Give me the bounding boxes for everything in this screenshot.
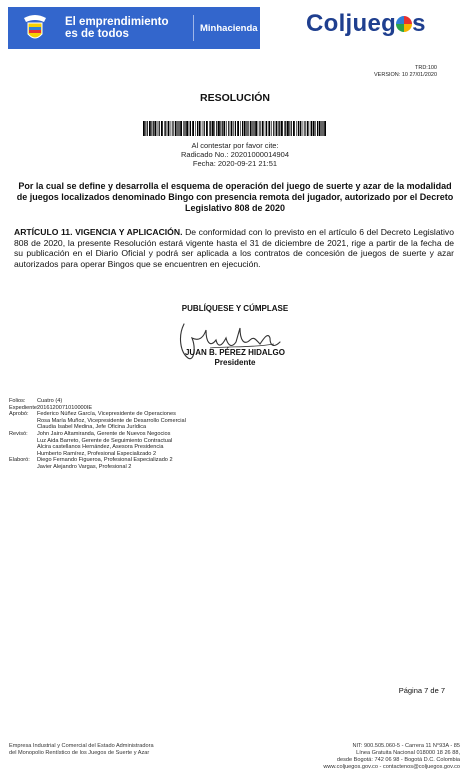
footer-contact-line1: NIT: 900.505.060-5 - Carrera 11 N°93A - 85 [352, 743, 460, 749]
document-title: RESOLUCIÓN [199, 92, 270, 104]
metadata-label: Folios: [9, 398, 26, 404]
metadata-value: Cuatro (4) [37, 398, 63, 404]
logo-text-mid: eg [367, 10, 397, 37]
metadata-value: Federico Núñez García, Vicepresidente de Operaciones [37, 411, 176, 418]
version-code: VERSION: 10 27/01/2020 [374, 72, 437, 78]
metadata-row [9, 431, 186, 438]
metadata-row [9, 464, 186, 471]
banner-slogan [65, 16, 169, 40]
metadata-value: Alcira castellanos Hernández, Asesora Presidencia [37, 444, 164, 451]
banner-slogan-line2: es de todos [65, 28, 129, 40]
footer-entity-line1: Empresa Industrial y Comercial del Estado Administradora [9, 743, 154, 749]
signer-name: JUAN B. PÉREZ HIDALGO [184, 348, 285, 357]
coljuegos-logo [306, 10, 426, 38]
page-number: Página 7 de 7 [398, 686, 445, 695]
metadata-row [9, 444, 186, 451]
footer-contact-line4: www.coljuegos.gov.co - contactenos@coljuegos.gov.co [323, 764, 460, 770]
metadata-value: Javier Alejandro Vargas, Profesional 2 [37, 463, 132, 470]
article-11 [14, 227, 454, 269]
metadata-row [9, 457, 186, 464]
citation-instruction: Al contestar por favor cite: [191, 141, 279, 150]
metadata-value: Humberto Ramírez, Profesional Especializado 2 [37, 450, 157, 457]
ministry-label: Minhacienda [200, 23, 258, 34]
signer-block [0, 348, 470, 368]
article-heading: ARTÍCULO 11. VIGENCIA Y APLICACIÓN. [14, 227, 183, 237]
metadata-row [9, 451, 186, 458]
footer-entity [9, 743, 154, 757]
resolution-subject: Por la cual se define y desarrolla el esquema de operación del juego de suerte y azar de la modalidad de juegos localizados denominado Bingo con presencia remota del jugador, autorizado por el Decreto Legislativo 808 de 2020 [16, 181, 454, 213]
colombia-coat-of-arms-icon [22, 12, 48, 44]
banner-slogan-line1: El emprendimiento [65, 16, 169, 28]
barcode-icon [143, 121, 327, 136]
metadata-row [9, 424, 186, 431]
signer-role: Presidente [214, 358, 256, 367]
metadata-label [9, 424, 37, 431]
metadata-label: Expediente: [9, 404, 39, 411]
trd-code: TRD:100 [414, 65, 437, 71]
footer-contact [323, 743, 460, 771]
approval-metadata [9, 398, 186, 471]
radicado-date: Fecha: 2020-09-21 21:51 [192, 159, 278, 168]
logo-text-right: s [412, 10, 426, 37]
metadata-row [9, 405, 186, 412]
metadata-label: Revisó: [9, 430, 28, 437]
header-banner [8, 7, 260, 49]
metadata-label: Elaboró: [9, 457, 30, 464]
metadata-label [9, 464, 37, 471]
closing-formula: PUBLÍQUESE Y CÚMPLASE [181, 304, 289, 313]
metadata-row [9, 411, 186, 418]
footer-contact-line3: desde Bogotá: 742 06 98 - Bogotá D.C. Colombia [336, 757, 460, 763]
logo-text-left: Colju [306, 10, 368, 37]
metadata-row [9, 418, 186, 425]
metadata-label: Aprobó: [9, 411, 29, 418]
footer-entity-line2: del Monopolio Rentístico de los Juegos de Suerte y Azar [9, 750, 150, 756]
citation-block [0, 141, 470, 168]
metadata-value: Claudia Isabel Medina, Jefe Oficina Jurídica [37, 424, 147, 431]
footer-contact-line2: Línea Gratuita Nacional 018000 18 26 88, [356, 750, 460, 756]
metadata-label [9, 418, 37, 425]
banner-divider [193, 15, 194, 41]
metadata-value: 2016120071010000IE [37, 404, 93, 411]
metadata-value: Diego Fernando Figueroa, Profesional Especializado 2 [37, 457, 173, 464]
document-version-info [374, 65, 437, 79]
metadata-label [9, 451, 37, 458]
metadata-label [9, 438, 37, 445]
logo-wheel-icon [396, 16, 412, 32]
metadata-row [9, 398, 186, 405]
article-body: De conformidad con lo previsto en el artículo 6 del Decreto Legislativo 808 de 2020, la presente Resolución estará vigente hasta el 31 de diciembre de 2021, rige a partir de la fecha de su publicación en el Diario Oficial y podrá ser aplicada a los contratos de concesión de juegos de suerte y azar autorizados para operar Bingos que se encuentren en ejecución. [14, 227, 454, 269]
metadata-row [9, 438, 186, 445]
radicado-number: Radicado No.: 20201000014904 [180, 150, 289, 159]
metadata-value: Luz Aida Barreto, Gerente de Seguimiento Contractual [37, 437, 173, 444]
metadata-value: Rosa María Muñoz, Vicepresidente de Desarrollo Comercial [37, 417, 186, 424]
metadata-label [9, 444, 37, 451]
metadata-value: John Jairo Altamiranda, Gerente de Nuevos Negocios [37, 430, 171, 437]
